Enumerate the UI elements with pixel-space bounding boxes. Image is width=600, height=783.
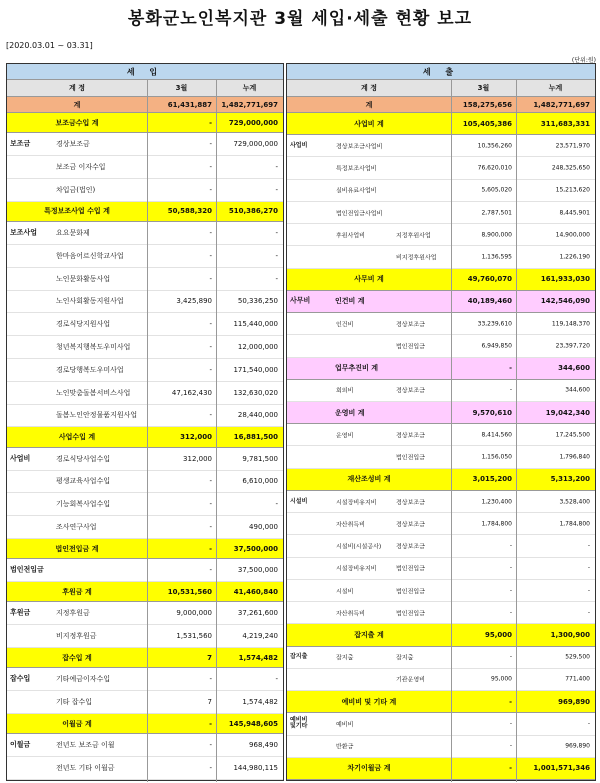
cumulative-value: 115,440,000 — [233, 320, 278, 329]
subtotal-label: 인건비 계 — [335, 297, 365, 306]
subtotal-label: 이월금 계 — [62, 719, 92, 728]
month-value: - — [209, 140, 212, 149]
subtotal-label: 잡지출 계 — [354, 630, 384, 639]
cumulative-value: 171,540,000 — [233, 365, 278, 374]
subtotal-row — [287, 402, 595, 424]
table-row — [7, 493, 283, 516]
sub-item-label: 지정후원사업 — [396, 232, 431, 240]
month-value: 3,015,200 — [472, 475, 512, 484]
cumulative-value: 510,386,270 — [228, 207, 278, 216]
table-row — [7, 602, 283, 625]
item-label: 후원사업비 — [336, 232, 365, 240]
sub-item-label: 기관운영비 — [396, 676, 425, 684]
category-label: 후원금 — [10, 608, 31, 617]
column-divider — [516, 80, 517, 782]
column-header-month: 3월 — [477, 84, 490, 92]
subtotal-label: 보조금수입 계 — [55, 118, 99, 127]
item-label: 청년복지행복도우미사업 — [56, 343, 131, 352]
month-value: - — [209, 365, 212, 374]
sub-item-label: 법인전입금 — [396, 343, 425, 351]
table-row — [287, 335, 595, 357]
table-row — [287, 424, 595, 446]
subtotal-row — [7, 427, 283, 447]
cumulative-value: - — [275, 274, 278, 283]
grand-total-label: 계 — [365, 100, 373, 109]
cumulative-value: 1,784,800 — [559, 520, 590, 528]
subtotal-label: 운영비 계 — [335, 408, 365, 417]
column-header-month: 3월 — [175, 84, 188, 92]
category-label: 보조사업 — [10, 228, 38, 237]
table-row — [287, 491, 595, 513]
expenditure-table — [286, 63, 596, 781]
cumulative-value: 144,980,115 — [233, 764, 278, 773]
cumulative-value: 142,546,090 — [540, 297, 590, 306]
subtotal-label: 사업수입 계 — [58, 433, 96, 441]
month-value: 9,000,000 — [176, 609, 212, 618]
month-value: 8,900,000 — [481, 231, 512, 239]
month-value: - — [209, 343, 212, 352]
sub-item-label: 경상보조금 — [396, 387, 425, 395]
table-row — [7, 336, 283, 359]
month-value: - — [209, 719, 212, 728]
item-label: 실비유료사업비 — [336, 187, 377, 195]
cumulative-value: - — [587, 587, 590, 594]
page-title: 봉화군노인복지관 3월 세입·세출 현황 보고 — [127, 9, 473, 29]
table-row — [7, 734, 283, 757]
column-header-cumulative: 누계 — [548, 84, 563, 92]
column-divider — [147, 80, 148, 782]
item-label: 시설비(시설공사) — [336, 543, 382, 551]
cumulative-value: 1,226,190 — [559, 253, 590, 261]
cumulative-value: - — [275, 251, 278, 260]
table-row — [287, 713, 595, 735]
item-label: 시설장비유지비 — [336, 499, 377, 507]
item-label: 경상보조금 — [56, 140, 90, 149]
section-title: 세 입 — [126, 67, 164, 76]
item-label: 예비비 — [336, 721, 354, 729]
cumulative-value: 729,000,000 — [233, 140, 278, 149]
table-row — [7, 691, 283, 714]
cumulative-value: 37,500,000 — [233, 544, 278, 553]
item-label: 자산취득비 — [336, 521, 365, 529]
subtotal-row — [287, 269, 595, 291]
cumulative-value: 1,574,482 — [242, 698, 278, 707]
category-label: 시설비 — [290, 497, 308, 505]
cumulative-value: 12,000,000 — [237, 343, 278, 352]
sub-item-label: 경상보조금 — [396, 432, 425, 440]
table-row — [287, 558, 595, 580]
table-row — [7, 382, 283, 405]
table-row — [287, 180, 595, 202]
category-label: 법인전입금 — [10, 565, 44, 574]
sub-item-label: 비지정후원사업 — [396, 254, 437, 262]
month-value: 95,000 — [491, 675, 512, 683]
month-value: 76,620,010 — [477, 164, 512, 172]
cumulative-value: 28,440,000 — [237, 411, 278, 420]
section-header — [287, 64, 595, 80]
table-row — [7, 516, 283, 539]
sub-item-label: 법인전입금 — [396, 454, 425, 462]
grand-total-month: 158,275,656 — [462, 100, 512, 109]
column-header-category: 계 정 — [69, 84, 85, 92]
subtotal-label: 업무추진비 계 — [335, 364, 379, 373]
cumulative-value: 145,948,605 — [228, 719, 278, 728]
month-value: 6,949,850 — [481, 342, 512, 350]
subtotal-row — [287, 624, 595, 646]
table-row — [287, 602, 595, 624]
cumulative-value: 132,630,020 — [233, 388, 278, 397]
item-label: 경로식당지원사업 — [56, 320, 111, 329]
item-label: 특정보조사업비 — [336, 165, 377, 173]
cumulative-value: 15,213,620 — [555, 186, 590, 194]
table-row — [287, 313, 595, 335]
category-label: 잡지출 — [290, 653, 308, 661]
month-value: - — [509, 542, 512, 550]
month-value: - — [509, 697, 512, 706]
item-label: 노인문화활동사업 — [56, 274, 111, 283]
month-value: 95,000 — [484, 630, 512, 639]
table-row — [7, 222, 283, 245]
table-row — [7, 156, 283, 179]
item-label: 보조금 이자수입 — [56, 163, 106, 172]
item-label: 노인맞춤돌봄서비스사업 — [56, 388, 131, 397]
column-divider — [451, 80, 452, 782]
table-row — [7, 291, 283, 314]
month-value: 9,570,610 — [472, 408, 512, 417]
month-value: - — [209, 477, 212, 486]
item-label: 한마음어르신학교사업 — [56, 251, 124, 260]
cumulative-value: - — [587, 564, 590, 572]
month-value: 40,189,460 — [467, 297, 512, 306]
cumulative-value: 19,042,340 — [545, 408, 590, 417]
month-value: 50,588,320 — [167, 207, 212, 216]
grand-total-month: 61,431,887 — [167, 100, 212, 109]
cumulative-value: 1,796,840 — [559, 453, 590, 461]
month-value: - — [509, 742, 512, 750]
sub-item-label: 경상보조금 — [396, 321, 425, 329]
cumulative-value: 344,600 — [558, 364, 590, 373]
item-label: 차입금(법인) — [56, 185, 96, 194]
table-row — [287, 135, 595, 157]
cumulative-value: 1,001,571,346 — [533, 764, 590, 773]
cumulative-value: 37,500,000 — [237, 566, 278, 575]
month-value: 47,162,430 — [171, 388, 212, 397]
table-row — [7, 757, 283, 780]
cumulative-value: 41,460,840 — [233, 587, 278, 596]
subtotal-row — [7, 539, 283, 559]
item-label: 경상보조금사업비 — [336, 143, 383, 151]
item-label: 운영비 — [336, 432, 354, 440]
subtotal-label: 차기이월금 계 — [347, 764, 391, 773]
table-row — [287, 224, 595, 246]
section-title: 세 출 — [422, 67, 460, 76]
month-value: 1,156,050 — [481, 453, 512, 461]
category-label: 사업비 — [290, 141, 308, 149]
cumulative-value: 23,571,970 — [555, 142, 590, 150]
item-label: 경로당행복도우미사업 — [56, 365, 124, 374]
month-value: - — [209, 251, 212, 260]
subtotal-row — [7, 648, 283, 668]
month-value: - — [509, 720, 512, 728]
sub-item-label: 경상보조금 — [396, 521, 425, 529]
sub-item-label: 법인전입금 — [396, 565, 425, 573]
month-value: - — [509, 364, 512, 373]
subtotal-label: 사업비 계 — [354, 119, 384, 128]
table-row — [7, 245, 283, 268]
cumulative-value: - — [587, 542, 590, 550]
cumulative-value: 969,890 — [558, 697, 590, 706]
month-value: 3,425,890 — [176, 297, 212, 306]
item-label: 비지정후원금 — [56, 632, 97, 641]
table-row — [7, 668, 283, 691]
category-label: 사업비 — [10, 453, 31, 462]
month-value: 49,760,070 — [467, 275, 512, 284]
grand-total-row — [287, 97, 595, 113]
column-divider — [216, 80, 217, 782]
month-value: - — [209, 320, 212, 329]
month-value: - — [509, 764, 512, 773]
table-row — [7, 179, 283, 202]
month-value: 10,356,260 — [477, 142, 512, 150]
cumulative-value: 23,397,720 — [555, 342, 590, 350]
month-value: 105,405,386 — [462, 119, 512, 128]
cumulative-value: 37,261,600 — [237, 609, 278, 618]
month-value: - — [209, 185, 212, 194]
cumulative-value: 17,245,500 — [555, 431, 590, 439]
table-row — [287, 246, 595, 268]
table-row — [287, 647, 595, 669]
cumulative-value: - — [587, 720, 590, 728]
month-value: 2,787,501 — [481, 209, 512, 217]
month-value: 33,239,610 — [477, 320, 512, 328]
month-value: 312,000 — [183, 454, 212, 463]
table-row — [7, 559, 283, 582]
cumulative-value: 161,933,030 — [540, 275, 590, 284]
item-label: 인건비 — [336, 321, 354, 329]
subtotal-row — [287, 291, 595, 313]
cumulative-value: 771,400 — [565, 675, 590, 683]
column-header-row — [287, 80, 595, 97]
cumulative-value: 4,219,240 — [242, 632, 278, 641]
month-value: 1,230,400 — [481, 498, 512, 506]
revenue-table — [6, 63, 284, 781]
table-row — [7, 625, 283, 648]
item-label: 법인전입금사업비 — [336, 210, 383, 218]
cumulative-value: 248,325,650 — [551, 164, 590, 172]
subtotal-row — [7, 113, 283, 133]
item-label: 시설비 — [336, 588, 354, 595]
category-label: 잡수입 — [10, 674, 31, 683]
grand-total-cumulative: 1,482,771,697 — [533, 100, 590, 109]
sub-item-label: 잡지출 — [396, 654, 414, 662]
cumulative-value: - — [275, 229, 278, 238]
item-label: 기능회복사업수입 — [56, 500, 111, 509]
month-value: - — [509, 609, 512, 617]
month-value: - — [509, 564, 512, 572]
cumulative-value: 6,610,000 — [242, 477, 278, 486]
cumulative-value: 14,900,000 — [555, 231, 590, 239]
month-value: - — [209, 523, 212, 531]
table-row — [7, 448, 283, 471]
subtotal-row — [7, 714, 283, 734]
month-value: 1,136,595 — [481, 253, 512, 261]
item-label: 전년도 보조금 이월 — [56, 741, 115, 750]
month-value: 8,414,560 — [481, 431, 512, 439]
table-row — [287, 736, 595, 758]
table-row — [7, 405, 283, 428]
item-label: 기타 잡수입 — [56, 698, 93, 707]
cumulative-value: - — [275, 185, 278, 194]
item-label: 전년도 기타 이월금 — [56, 764, 115, 773]
subtotal-row — [287, 113, 595, 135]
cumulative-value: 3,528,400 — [559, 498, 590, 506]
cumulative-value: 16,881,500 — [233, 433, 278, 441]
grand-total-cumulative: 1,482,771,697 — [221, 100, 278, 109]
item-label: 돌봄노인안정물품지원사업 — [56, 411, 138, 420]
table-row — [7, 313, 283, 336]
table-row — [287, 513, 595, 535]
category-label: 예비비 및기타 — [290, 716, 308, 730]
month-value: 312,000 — [180, 433, 212, 441]
subtotal-row — [287, 358, 595, 380]
subtotal-row — [287, 469, 595, 491]
item-label: 평생교육사업수입 — [56, 477, 111, 486]
cumulative-value: - — [587, 609, 590, 617]
column-header-cumulative: 누계 — [242, 84, 257, 92]
item-label: 지정후원금 — [56, 609, 90, 618]
month-value: 7 — [207, 698, 212, 707]
cumulative-value: 490,000 — [249, 523, 278, 531]
month-value: - — [209, 274, 212, 283]
category-label: 이월금 — [10, 740, 31, 749]
month-value: 5,605,020 — [481, 186, 512, 194]
item-label: 기타예금이자수입 — [56, 675, 111, 684]
sub-item-label: 법인전입금 — [396, 588, 425, 595]
month-value: - — [509, 587, 512, 594]
cumulative-value: 119,148,370 — [551, 320, 590, 328]
month-value: - — [209, 118, 212, 127]
subtotal-label: 잡수입 계 — [62, 653, 92, 662]
table-row — [7, 359, 283, 382]
report-period: [2020.03.01 ~ 03.31] — [6, 41, 93, 50]
table-row — [287, 157, 595, 179]
month-value: 7 — [207, 653, 212, 662]
item-label: 조사연구사업 — [56, 523, 97, 531]
sub-item-label: 법인전입금 — [396, 610, 425, 618]
unit-label: (단위:원) — [571, 57, 596, 64]
month-value: - — [209, 544, 212, 553]
month-value: - — [209, 741, 212, 750]
month-value: - — [209, 500, 212, 509]
table-row — [7, 268, 283, 291]
table-row — [287, 535, 595, 557]
month-value: 1,784,800 — [481, 520, 512, 528]
table-row — [7, 133, 283, 156]
item-label: 자산취득비 — [336, 610, 365, 618]
sub-item-label: 경상보조금 — [396, 543, 425, 551]
month-value: - — [209, 229, 212, 238]
cumulative-value: - — [275, 675, 278, 684]
table-row — [7, 471, 283, 494]
cumulative-value: 311,683,331 — [540, 119, 590, 128]
subtotal-row — [287, 758, 595, 780]
table-row — [287, 669, 595, 691]
column-header-category: 계 정 — [361, 84, 377, 92]
cumulative-value: 968,490 — [249, 741, 278, 750]
month-value: - — [209, 163, 212, 172]
table-row — [287, 447, 595, 469]
section-header — [7, 64, 283, 80]
cumulative-value: 344,600 — [565, 386, 590, 394]
cumulative-value: - — [275, 163, 278, 172]
subtotal-label: 특정보조사업 수입 계 — [44, 207, 110, 216]
month-value: - — [209, 675, 212, 684]
cumulative-value: 729,000,000 — [228, 118, 278, 127]
month-value: - — [509, 653, 512, 661]
item-label: 잡지출 — [336, 654, 354, 662]
month-value: - — [509, 386, 512, 394]
subtotal-label: 사무비 계 — [354, 275, 384, 284]
subtotal-row — [7, 202, 283, 222]
cumulative-value: 969,890 — [565, 742, 590, 750]
subtotal-row — [7, 582, 283, 602]
item-label: 시설장비유지비 — [336, 565, 377, 573]
month-value: 1,531,560 — [176, 632, 212, 641]
cumulative-value: - — [275, 500, 278, 509]
category-label: 사무비 — [290, 296, 311, 305]
grand-total-row — [7, 97, 283, 113]
item-label: 노인사회활동지원사업 — [56, 297, 124, 306]
subtotal-label: 후원금 계 — [62, 587, 92, 596]
subtotal-label: 재산조성비 계 — [347, 475, 391, 484]
item-label: 경로식당사업수입 — [56, 454, 111, 463]
month-value: - — [209, 411, 212, 420]
cumulative-value: 8,445,901 — [559, 209, 590, 217]
table-row — [287, 202, 595, 224]
table-row — [287, 380, 595, 402]
cumulative-value: 529,500 — [565, 653, 590, 661]
column-header-row — [7, 80, 283, 97]
sub-item-label: 경상보조금 — [396, 499, 425, 507]
category-label: 보조금 — [10, 139, 31, 148]
item-label: 반환금 — [336, 743, 354, 751]
cumulative-value: 9,781,500 — [242, 454, 278, 463]
item-label: 회의비 — [336, 387, 354, 395]
month-value: - — [209, 764, 212, 773]
subtotal-label: 예비비 및 기타 계 — [341, 697, 397, 706]
grand-total-label: 계 — [73, 100, 81, 109]
cumulative-value: 1,300,900 — [550, 630, 590, 639]
month-value: 10,531,560 — [167, 587, 212, 596]
cumulative-value: 1,574,482 — [238, 653, 278, 662]
table-row — [287, 580, 595, 602]
subtotal-label: 법인전입금 계 — [55, 544, 99, 553]
month-value: - — [209, 566, 212, 575]
cumulative-value: 5,313,200 — [550, 475, 590, 484]
item-label: 요요문화제 — [56, 229, 90, 238]
cumulative-value: 50,336,250 — [237, 297, 278, 306]
subtotal-row — [287, 691, 595, 713]
